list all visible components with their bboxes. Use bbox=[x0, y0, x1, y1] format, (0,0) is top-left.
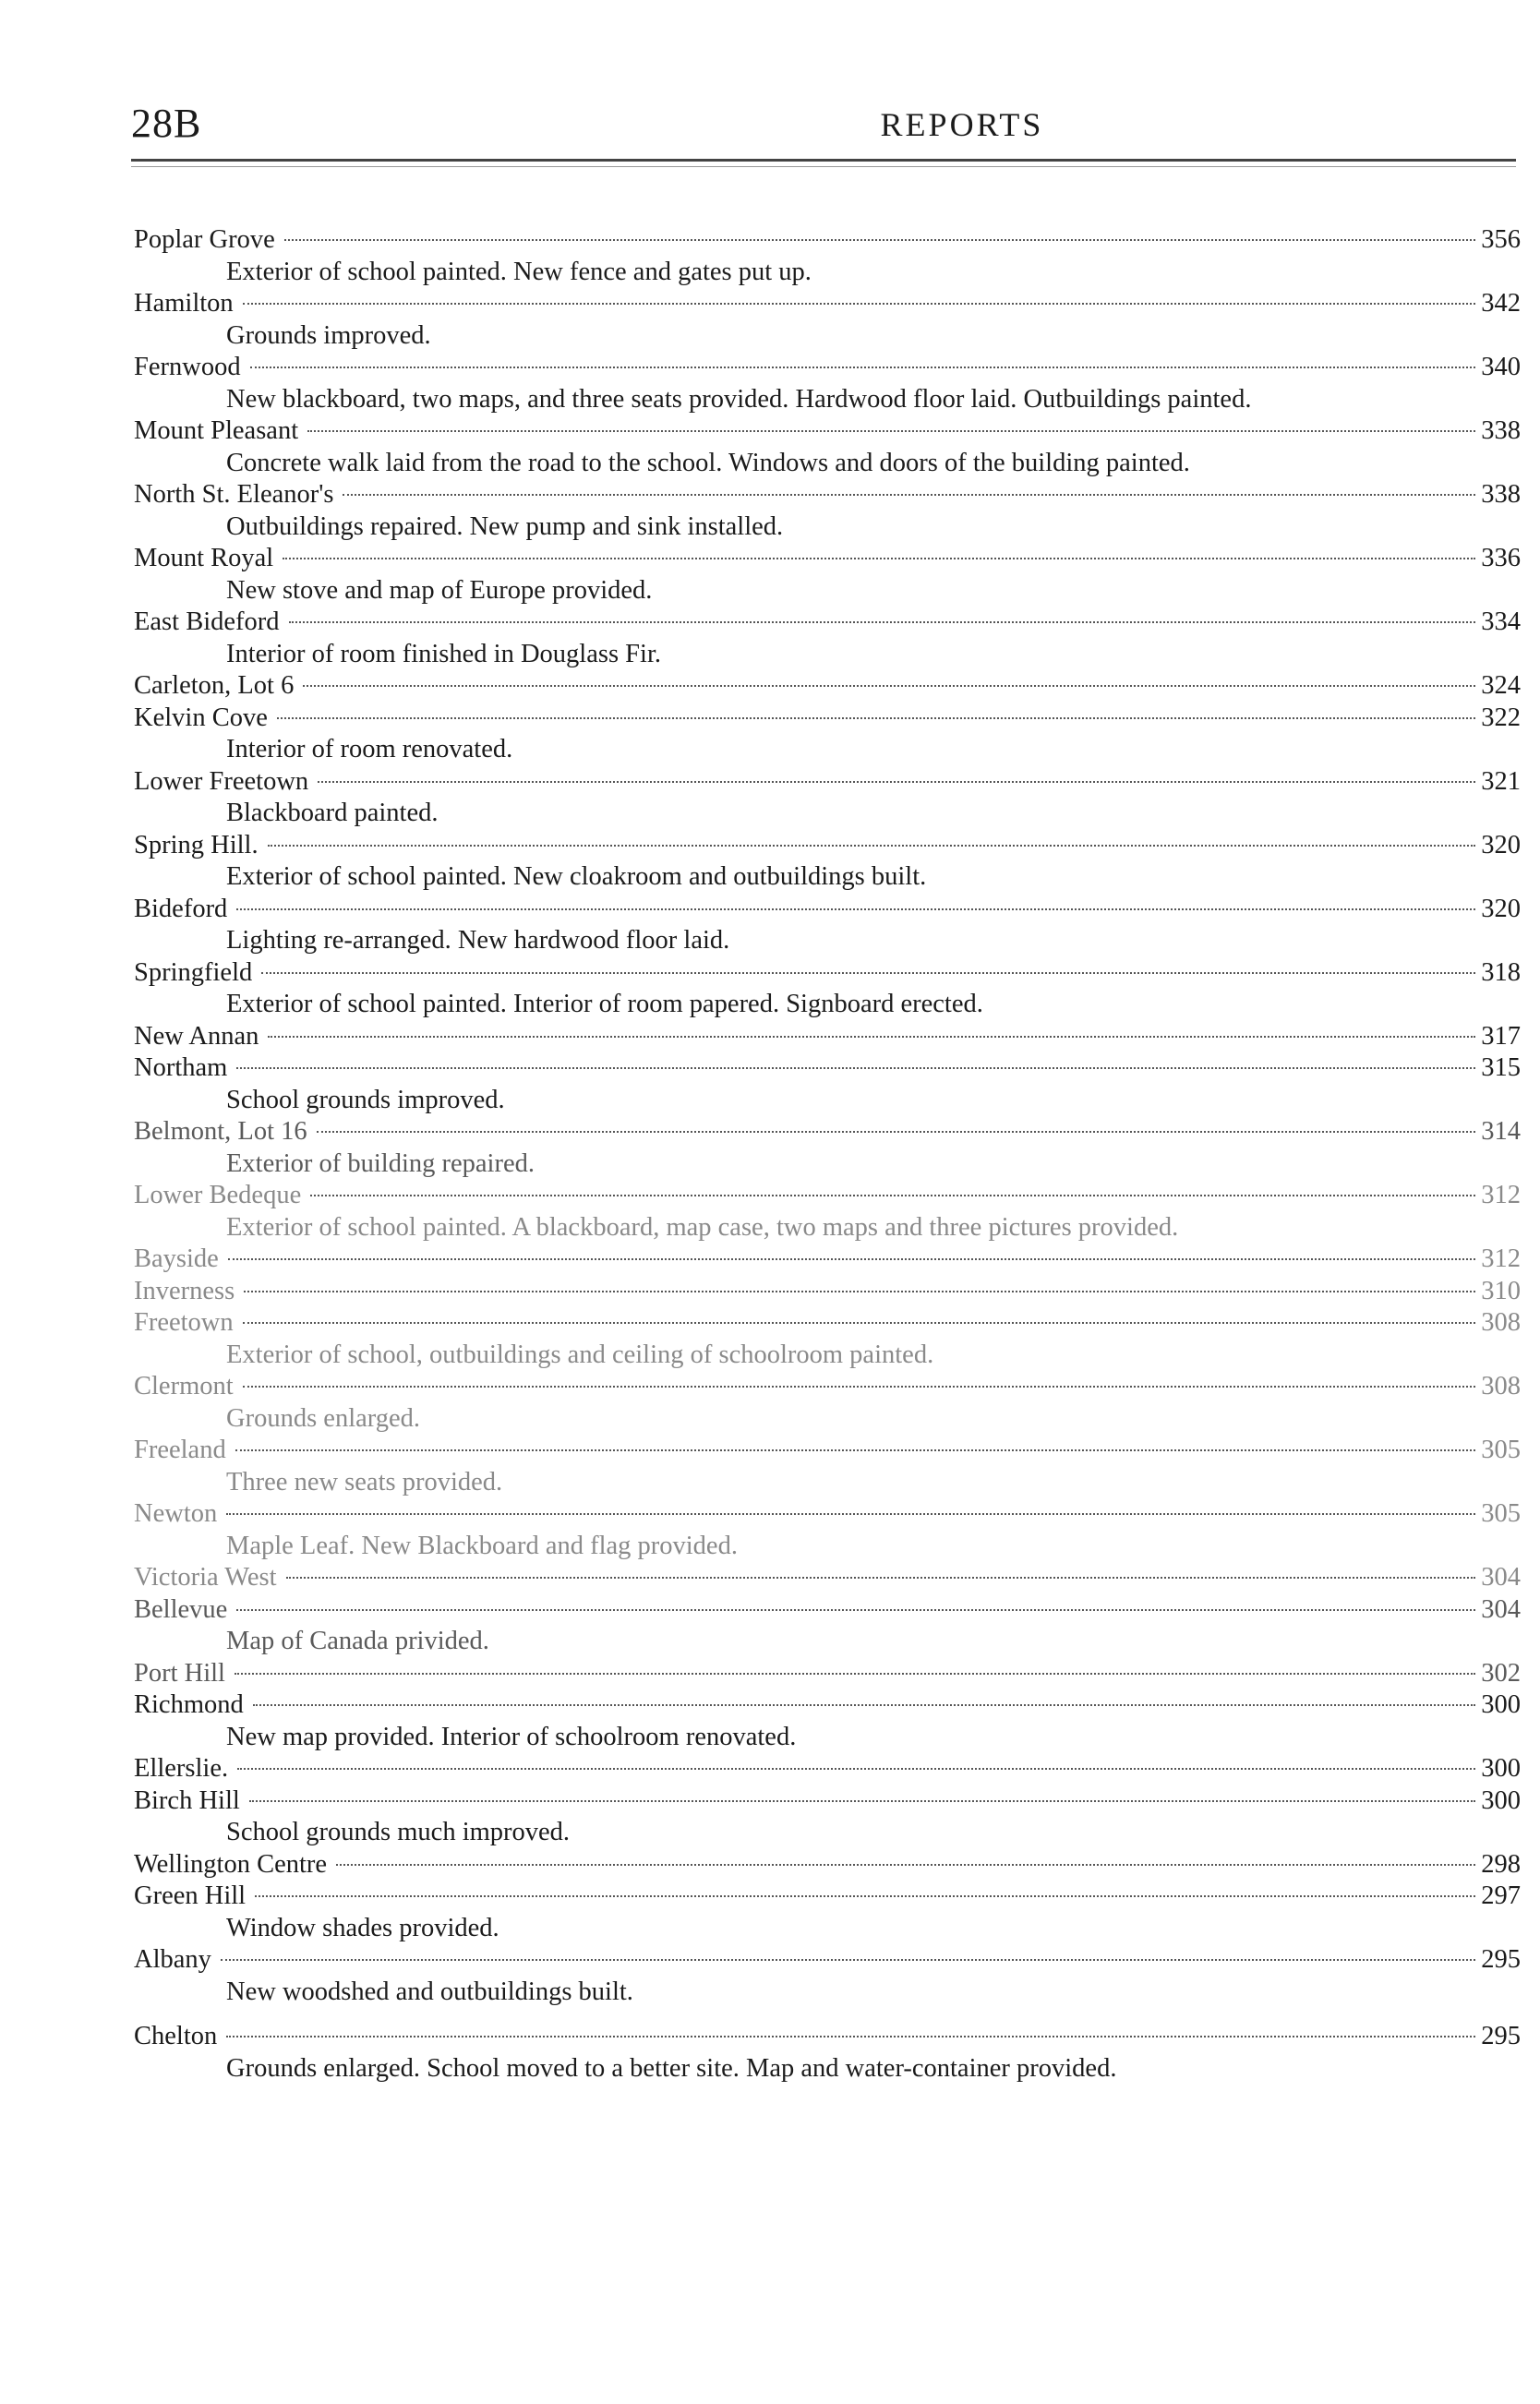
dot-leader bbox=[237, 1768, 1475, 1770]
grant-amount: 338 bbox=[1481, 416, 1521, 445]
improvement-note: Exterior of school, outbuildings and ceiling of schoolroom painted. bbox=[226, 1340, 934, 1369]
entry-row bbox=[134, 1021, 1521, 1053]
list-item bbox=[134, 288, 1521, 352]
page-header bbox=[131, 100, 1516, 155]
list-item bbox=[134, 1021, 1521, 1053]
grant-amount: 308 bbox=[1481, 1308, 1521, 1337]
school-name: Belmont, Lot 16 bbox=[134, 1117, 307, 1146]
dot-leader bbox=[243, 303, 1476, 305]
list-item bbox=[134, 352, 1521, 415]
entry-row bbox=[134, 224, 1521, 257]
list-item bbox=[134, 957, 1521, 1021]
entry-row bbox=[134, 1180, 1521, 1212]
school-name: Inverness bbox=[134, 1276, 235, 1305]
improvement-note: Exterior of school painted. New fence and gates put up. bbox=[226, 257, 812, 286]
list-item bbox=[134, 1785, 1521, 1849]
grant-amount: 356 bbox=[1481, 225, 1521, 254]
dot-leader bbox=[235, 1449, 1476, 1451]
list-item bbox=[134, 1180, 1521, 1244]
entry-row bbox=[134, 1785, 1521, 1818]
list-item bbox=[134, 2021, 1521, 2085]
improvement-note: New blackboard, two maps, and three seats provided. Hardwood floor laid. Outbuildings painted. bbox=[226, 384, 1252, 414]
list-item bbox=[134, 1753, 1521, 1785]
list-item bbox=[134, 1435, 1521, 1498]
improvement-note: Interior of room finished in Douglass Fir. bbox=[226, 639, 661, 668]
dot-leader bbox=[268, 1036, 1475, 1038]
improvement-note: New woodshed and outbuildings built. bbox=[226, 1977, 633, 2006]
school-name: Poplar Grove bbox=[134, 225, 275, 254]
entry-row bbox=[134, 1689, 1521, 1722]
dot-leader bbox=[250, 367, 1476, 368]
improvement-note: School grounds improved. bbox=[226, 1085, 505, 1114]
entry-row bbox=[134, 1881, 1521, 1913]
dot-leader bbox=[249, 1800, 1475, 1802]
grant-amount: 324 bbox=[1481, 671, 1521, 700]
grant-amount: 300 bbox=[1481, 1690, 1521, 1719]
list-item bbox=[134, 894, 1521, 957]
grant-amount: 300 bbox=[1481, 1754, 1521, 1783]
dot-leader bbox=[317, 1131, 1476, 1133]
grant-amount: 305 bbox=[1481, 1436, 1521, 1464]
grant-amount: 305 bbox=[1481, 1499, 1521, 1528]
dot-leader bbox=[336, 1864, 1475, 1866]
entry-row bbox=[134, 1594, 1521, 1627]
grant-amount: 304 bbox=[1481, 1594, 1521, 1624]
school-grant-list bbox=[134, 224, 1521, 2085]
improvement-note: Interior of room renovated. bbox=[226, 735, 513, 763]
improvement-note: Window shades provided. bbox=[226, 1913, 499, 1942]
grant-amount: 322 bbox=[1481, 703, 1521, 732]
grant-amount: 317 bbox=[1481, 1021, 1521, 1051]
dot-leader bbox=[261, 972, 1475, 974]
dot-leader bbox=[236, 1609, 1475, 1611]
entry-row bbox=[134, 607, 1521, 639]
running-head: REPORTS bbox=[880, 106, 1044, 143]
improvement-note: Grounds enlarged. bbox=[226, 1403, 421, 1433]
entry-row bbox=[134, 1276, 1521, 1308]
list-item bbox=[134, 1689, 1521, 1753]
school-name: Richmond bbox=[134, 1690, 244, 1719]
improvement-note: Grounds improved. bbox=[226, 320, 431, 350]
school-name: Freeland bbox=[134, 1436, 226, 1464]
improvement-note: Map of Canada privided. bbox=[226, 1627, 489, 1655]
list-item bbox=[134, 1498, 1521, 1562]
improvement-note: Exterior of school painted. A blackboard, map case, two maps and three pictures provided. bbox=[226, 1212, 1179, 1242]
list-item bbox=[134, 1594, 1521, 1658]
grant-amount: 338 bbox=[1481, 480, 1521, 509]
list-item bbox=[134, 224, 1521, 288]
grant-amount: 315 bbox=[1481, 1053, 1521, 1082]
entry-row bbox=[134, 830, 1521, 862]
school-name: Clermont bbox=[134, 1372, 234, 1400]
dot-leader bbox=[310, 1195, 1475, 1196]
school-name: Lower Freetown bbox=[134, 766, 309, 796]
improvement-note: Three new seats provided. bbox=[226, 1467, 503, 1496]
school-name: Mount Pleasant bbox=[134, 416, 299, 445]
school-name: Spring Hill. bbox=[134, 830, 259, 859]
grant-amount: 297 bbox=[1481, 1881, 1521, 1910]
improvement-note: Lighting re-arranged. New hardwood floor laid. bbox=[226, 926, 730, 955]
school-name: Springfield bbox=[134, 957, 253, 987]
entry-row bbox=[134, 2021, 1521, 2053]
list-item bbox=[134, 1307, 1521, 1371]
grant-amount: 320 bbox=[1481, 894, 1521, 923]
dot-leader bbox=[318, 781, 1475, 783]
header-rule-secondary bbox=[131, 166, 1516, 167]
improvement-note: Exterior of school painted. Interior of room papered. Signboard erected. bbox=[226, 990, 983, 1018]
dot-leader bbox=[283, 558, 1475, 559]
school-name: Albany bbox=[134, 1945, 211, 1974]
list-item bbox=[134, 415, 1521, 479]
school-name: Northam bbox=[134, 1053, 228, 1082]
improvement-note: Outbuildings repaired. New pump and sink installed. bbox=[226, 511, 784, 541]
dot-leader bbox=[243, 1386, 1476, 1388]
list-item bbox=[134, 1371, 1521, 1435]
school-name: New Annan bbox=[134, 1021, 259, 1051]
school-name: Bideford bbox=[134, 894, 228, 923]
improvement-note: New map provided. Interior of schoolroom renovated. bbox=[226, 1722, 797, 1751]
list-item bbox=[134, 1562, 1521, 1594]
grant-amount: 308 bbox=[1481, 1372, 1521, 1400]
list-item bbox=[134, 703, 1521, 766]
dot-leader bbox=[228, 1258, 1475, 1260]
grant-amount: 334 bbox=[1481, 607, 1521, 636]
school-name: Bayside bbox=[134, 1244, 219, 1273]
dot-leader bbox=[307, 430, 1475, 432]
improvement-note: Exterior of building repaired. bbox=[226, 1148, 535, 1178]
school-name: Hamilton bbox=[134, 289, 234, 318]
entry-row bbox=[134, 288, 1521, 320]
list-item bbox=[134, 670, 1521, 703]
grant-amount: 340 bbox=[1481, 353, 1521, 381]
entry-row bbox=[134, 1244, 1521, 1276]
school-name: Fernwood bbox=[134, 353, 241, 381]
improvement-note: School grounds much improved. bbox=[226, 1818, 571, 1846]
grant-amount: 312 bbox=[1481, 1181, 1521, 1209]
list-item bbox=[134, 1849, 1521, 1881]
school-name: Freetown bbox=[134, 1308, 234, 1337]
school-name: Bellevue bbox=[134, 1594, 228, 1624]
dot-leader bbox=[221, 1959, 1475, 1961]
grant-amount: 321 bbox=[1481, 766, 1521, 796]
improvement-note: Maple Leaf. New Blackboard and flag provided. bbox=[226, 1531, 738, 1560]
grant-amount: 336 bbox=[1481, 544, 1521, 572]
list-item bbox=[134, 1881, 1521, 1944]
entry-row bbox=[134, 1498, 1521, 1531]
improvement-note: Concrete walk laid from the road to the school. Windows and doors of the building painted. bbox=[226, 448, 1190, 477]
entry-row bbox=[134, 1052, 1521, 1085]
school-name: East Bideford bbox=[134, 607, 280, 636]
entry-row bbox=[134, 703, 1521, 735]
school-name: North St. Eleanor's bbox=[134, 480, 334, 509]
entry-row bbox=[134, 894, 1521, 926]
list-item bbox=[134, 479, 1521, 543]
grant-amount: 302 bbox=[1481, 1658, 1521, 1688]
grant-amount: 295 bbox=[1481, 1945, 1521, 1974]
list-item bbox=[134, 830, 1521, 894]
improvement-note: Grounds enlarged. School moved to a better site. Map and water-container provided. bbox=[226, 2053, 1117, 2083]
dot-leader bbox=[236, 1067, 1475, 1069]
grant-amount: 318 bbox=[1481, 957, 1521, 987]
school-name: Carleton, Lot 6 bbox=[134, 671, 295, 700]
dot-leader bbox=[226, 2036, 1475, 2037]
list-item bbox=[134, 543, 1521, 607]
entry-row bbox=[134, 1753, 1521, 1785]
dot-leader bbox=[268, 845, 1476, 847]
improvement-note: New stove and map of Europe provided. bbox=[226, 575, 653, 605]
dot-leader bbox=[286, 1577, 1476, 1579]
dot-leader bbox=[236, 908, 1475, 910]
dot-leader bbox=[226, 1513, 1475, 1515]
entry-row bbox=[134, 479, 1521, 511]
grant-amount: 314 bbox=[1481, 1117, 1521, 1146]
grant-amount: 295 bbox=[1481, 2022, 1521, 2050]
entry-row bbox=[134, 1658, 1521, 1690]
school-name: Victoria West bbox=[134, 1563, 277, 1592]
dot-leader bbox=[303, 685, 1475, 687]
school-name: Birch Hill bbox=[134, 1785, 240, 1815]
dot-leader bbox=[253, 1704, 1476, 1706]
page-number: 28B bbox=[131, 101, 202, 146]
grant-amount: 298 bbox=[1481, 1849, 1521, 1879]
entry-row bbox=[134, 957, 1521, 990]
entry-row bbox=[134, 543, 1521, 575]
dot-leader bbox=[277, 717, 1475, 719]
school-name: Ellerslie. bbox=[134, 1754, 229, 1783]
grant-amount: 320 bbox=[1481, 830, 1521, 859]
school-name: Newton bbox=[134, 1499, 218, 1528]
grant-amount: 310 bbox=[1481, 1276, 1521, 1305]
list-item bbox=[134, 1944, 1521, 2008]
entry-row bbox=[134, 1435, 1521, 1467]
grant-amount: 342 bbox=[1481, 289, 1521, 318]
school-name: Mount Royal bbox=[134, 544, 274, 572]
list-item bbox=[134, 1276, 1521, 1308]
header-rule bbox=[131, 159, 1516, 162]
entry-row bbox=[134, 1849, 1521, 1881]
school-name: Lower Bedeque bbox=[134, 1181, 302, 1209]
entry-row bbox=[134, 1307, 1521, 1340]
entry-row bbox=[134, 415, 1521, 448]
dot-leader bbox=[244, 1291, 1475, 1292]
dot-leader bbox=[255, 1895, 1475, 1897]
dot-leader bbox=[243, 1322, 1476, 1324]
list-item bbox=[134, 1116, 1521, 1180]
school-name: Wellington Centre bbox=[134, 1849, 328, 1879]
dot-leader bbox=[235, 1673, 1475, 1675]
school-name: Kelvin Cove bbox=[134, 703, 268, 732]
list-item bbox=[134, 1244, 1521, 1276]
entry-row bbox=[134, 352, 1521, 384]
list-item bbox=[134, 607, 1521, 670]
entry-row bbox=[134, 1944, 1521, 1977]
list-item bbox=[134, 1658, 1521, 1690]
dot-leader bbox=[289, 621, 1476, 623]
entry-row bbox=[134, 766, 1521, 799]
grant-amount: 300 bbox=[1481, 1785, 1521, 1815]
entry-row bbox=[134, 1562, 1521, 1594]
improvement-note: Exterior of school painted. New cloakroom and outbuildings built. bbox=[226, 862, 927, 891]
dot-leader bbox=[284, 239, 1475, 241]
school-name: Green Hill bbox=[134, 1881, 247, 1910]
improvement-note: Blackboard painted. bbox=[226, 799, 439, 827]
list-item bbox=[134, 1052, 1521, 1116]
list-item bbox=[134, 766, 1521, 830]
school-name: Chelton bbox=[134, 2022, 218, 2050]
entry-row bbox=[134, 1116, 1521, 1148]
entry-row bbox=[134, 670, 1521, 703]
entry-row bbox=[134, 1371, 1521, 1403]
grant-amount: 304 bbox=[1481, 1563, 1521, 1592]
school-name: Port Hill bbox=[134, 1658, 225, 1688]
dot-leader bbox=[343, 494, 1475, 496]
grant-amount: 312 bbox=[1481, 1244, 1521, 1273]
